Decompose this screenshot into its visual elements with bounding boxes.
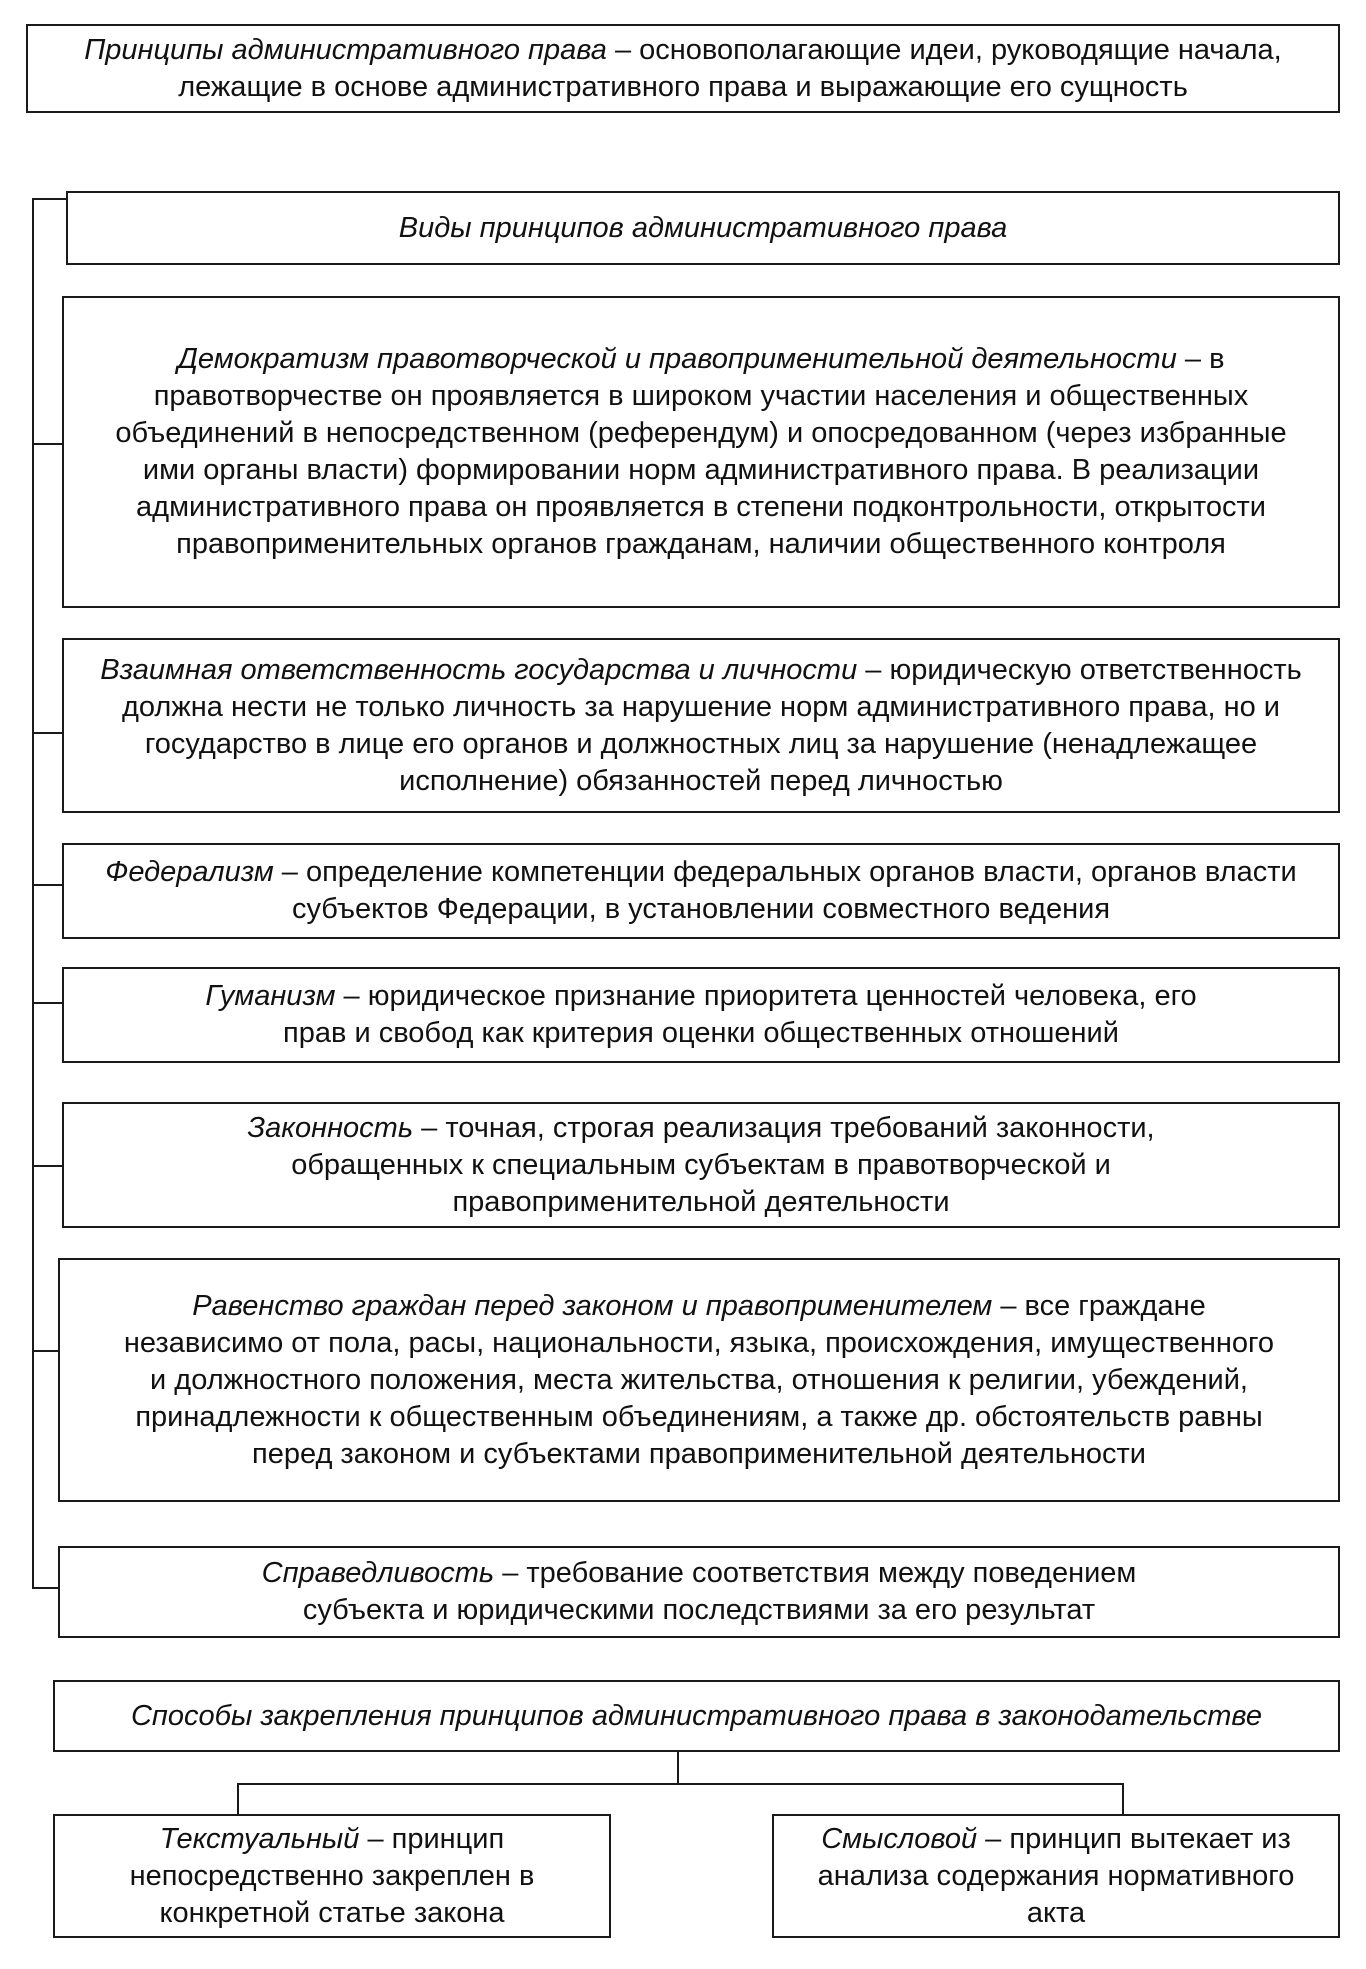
method-description: – принцип непосредственно закреплен в конкретной статье закона	[129, 1822, 535, 1929]
tree-branch-left	[237, 1783, 239, 1816]
principle-box-humanism	[62, 967, 1340, 1063]
tree-stem-line	[677, 1752, 679, 1784]
types-header	[399, 210, 1007, 247]
method-box-textual	[53, 1814, 611, 1938]
principle-description: – юридическую ответственность должна нести не только личность за нарушение норм административного права, но и государство в лице его органов и должностных лиц за нарушение (ненадлежащее исполнение) обязанностей перед личностью	[122, 653, 1302, 797]
method-text	[95, 1821, 569, 1932]
definition-body: – основополагающие идеи, руководящие начала, лежащие в основе административного права и выражающие его сущность	[178, 33, 1282, 103]
tree-horizontal-line	[237, 1783, 1124, 1785]
principle-text	[94, 341, 1308, 563]
principle-box-legality	[62, 1102, 1340, 1228]
principle-description: – точная, строгая реализация требований законности, обращенных к специальным субъектам в правотворческой и правоприменительной деятельности	[291, 1111, 1155, 1218]
definition-text	[52, 32, 1314, 106]
bracket-tick-4	[32, 1002, 62, 1004]
bracket-vertical-line	[32, 198, 34, 1589]
principle-term: Равенство граждан перед законом и правоприменителем	[192, 1289, 993, 1322]
tree-branch-right	[1122, 1783, 1124, 1816]
principle-text	[204, 1110, 1198, 1221]
method-description: – принцип вытекает из анализа содержания нормативного акта	[817, 1822, 1295, 1929]
principle-term: Гуманизм	[205, 980, 336, 1012]
methods-header-text: Способы закрепления принципов административного права в законодательстве	[130, 1699, 1262, 1732]
method-term: Смысловой	[821, 1822, 978, 1855]
bracket-tick-7	[32, 1587, 58, 1589]
principle-box-federalism	[62, 843, 1340, 939]
bracket-tick-3	[32, 884, 62, 886]
principle-description: – все граждане независимо от пола, расы, национальности, языка, происхождения, имущественного и должностного положения, места жительства, отношения к религии, убеждений, принадлежности к общественным объединениям, а также др. обстоятельств равны перед законом и субъектами правоприменительной деятельности	[123, 1289, 1275, 1470]
principle-text	[84, 854, 1318, 928]
principle-term: Справедливость	[261, 1557, 495, 1589]
principle-description: – юридическое признание приоритета ценностей человека, его прав и свобод как критерия оценки общественных отношений	[283, 980, 1197, 1049]
principle-description: – определение компетенции федеральных органов власти, органов власти субъектов Федерации, в установлении совместного ведения	[273, 856, 1297, 925]
bracket-tick-1	[32, 443, 62, 445]
method-box-semantic	[772, 1814, 1340, 1938]
methods-header-box	[53, 1680, 1340, 1752]
definition-box	[26, 24, 1340, 113]
types-header-box	[66, 191, 1340, 265]
principle-box-equality	[58, 1258, 1340, 1502]
principle-term: Демократизм правотворческой и правоприменительной деятельности	[177, 343, 1177, 375]
principle-text	[230, 1555, 1168, 1629]
bracket-tick-2	[32, 732, 62, 734]
principle-box-mutual-responsibility	[62, 638, 1340, 813]
methods-header	[131, 1698, 1262, 1735]
bracket-tick-5	[32, 1165, 62, 1167]
principle-box-justice	[58, 1546, 1340, 1638]
principle-description: – в правотворчестве он проявляется в широком участии населения и общественных объединений в непосредственном (референдум) и опосредованном (через избранные ими органы власти) формировании норм административного права. В реализации административного права он проявляется в степени подконтрольности, открытости правоприменительных органов гражданам, наличии общественного контроля	[115, 343, 1287, 560]
principle-description: – требование соответствия между поведением субъекта и юридическими последствиями за его результат	[302, 1557, 1137, 1626]
principle-text	[120, 1288, 1278, 1473]
principle-term: Взаимная ответственность государства и личности	[100, 653, 858, 686]
principle-term: Законность	[247, 1111, 414, 1144]
types-header-text: Виды принципов административного права	[398, 211, 1008, 244]
principle-text	[204, 978, 1198, 1052]
method-term: Текстуальный	[159, 1822, 360, 1855]
bracket-tick-header	[32, 198, 66, 200]
principle-box-democratism	[62, 296, 1340, 608]
principle-text	[74, 652, 1328, 800]
definition-term: Принципы административного права	[84, 33, 607, 66]
method-text	[814, 1821, 1298, 1932]
principle-term: Федерализм	[105, 856, 274, 888]
